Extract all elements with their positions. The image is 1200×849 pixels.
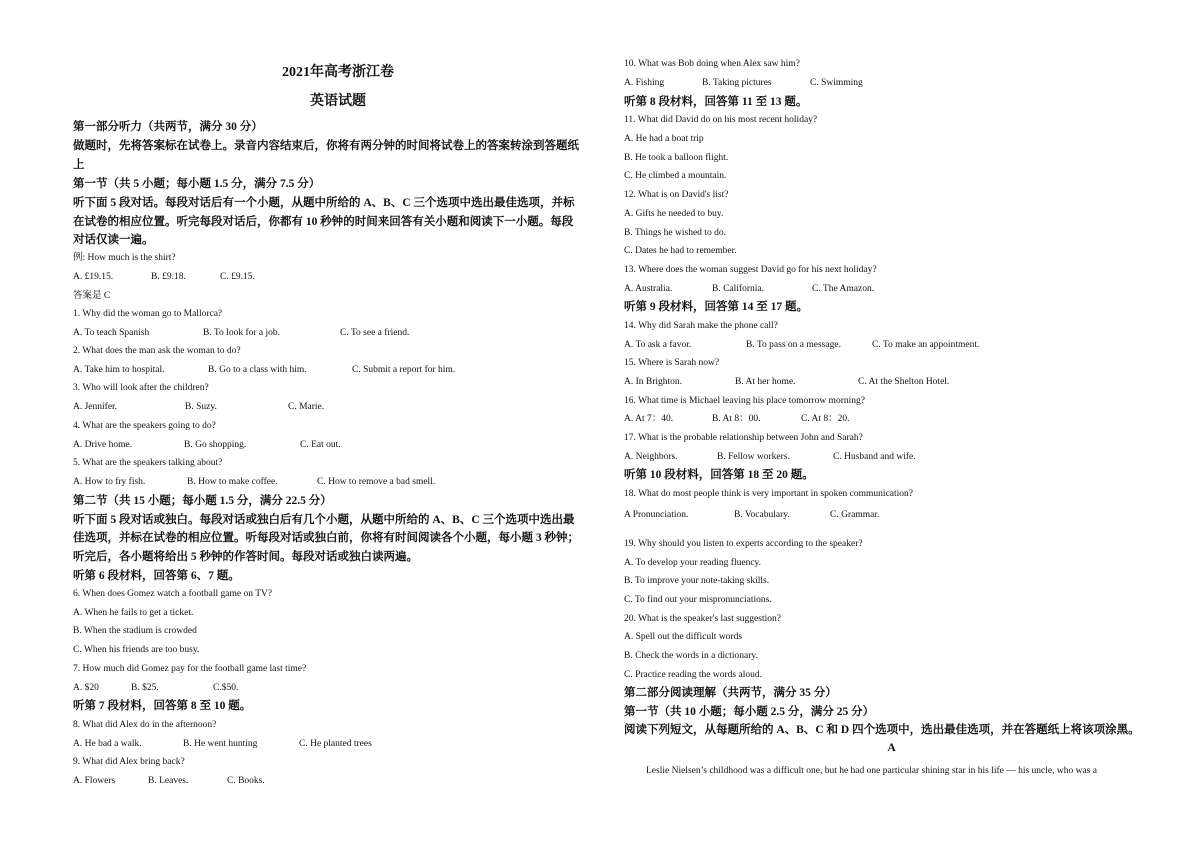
option-c: C. Marie.	[288, 402, 325, 412]
question-line: 12. What is on David's list?	[624, 190, 729, 200]
section-heading: 在试卷的相应位置。听完每段对话后，你都有 10 秒钟的时间来回答有关小题和阅读下一小题。每段	[73, 216, 574, 228]
option-a: A. In Brighton.	[624, 377, 683, 387]
question-line: 答案是 C	[73, 291, 111, 301]
option-a: A. £19.15.	[73, 272, 114, 282]
option-b: B. Vocabulary.	[734, 510, 790, 520]
option-a: A. He bad a walk.	[73, 739, 142, 749]
option-a: A. At 7：40.	[624, 414, 674, 424]
question-line: 2. What does the man ask the woman to do?	[73, 346, 241, 356]
option-c: C.$50.	[213, 683, 239, 693]
option-c: C. To see a friend.	[340, 328, 410, 338]
question-line: 9. What did Alex bring back?	[73, 757, 185, 767]
section-heading: 听第 6 段材料，回答第 6、7 题。	[73, 570, 240, 582]
question-line: 17. What is the probable relationship between John and Sarah?	[624, 433, 863, 443]
passage-label: A	[887, 742, 896, 754]
option-c: C. The Amazon.	[812, 284, 875, 294]
option-c: C. At the Shelton Hotel.	[858, 377, 950, 387]
question-line: 11. What did David do on his most recent holiday?	[624, 115, 818, 125]
section-heading: 做题时，先将答案标在试卷上。录音内容结束后，你将有两分钟的时间将试卷上的答案转涂到答题纸	[73, 140, 579, 152]
question-line: 5. What are the speakers talking about?	[73, 458, 223, 468]
question-line: 20. What is the speaker's last suggestion?	[624, 614, 781, 624]
option-b: B. Suzy.	[185, 402, 217, 412]
passage-text: Leslie Nielsen’s childhood was a difficult one, but he had one particular shining star in his life — his uncle, who was a	[646, 766, 1097, 776]
option-b: B. To look for a job.	[203, 328, 281, 338]
question-line: A. Gifts he needed to buy.	[624, 209, 724, 219]
question-line: 14. Why did Sarah make the phone call?	[624, 321, 778, 331]
section-heading: 听第 7 段材料，回答第 8 至 10 题。	[73, 700, 252, 712]
option-c: C. Books.	[227, 776, 265, 786]
option-a: A. How to fry fish.	[73, 477, 146, 487]
question-line: 10. What was Bob doing when Alex saw him?	[624, 59, 800, 69]
section-heading: 第二节（共 15 小题；每小题 1.5 分，满分 22.5 分）	[73, 495, 332, 507]
option-a: A. Drive home.	[73, 440, 133, 450]
section-heading: 听下面 5 段对话。每段对话后有一个小题，从题中所给的 A、B、C 三个选项中选出最佳选项，并标	[73, 197, 575, 209]
option-a: A. Take him to hospital.	[73, 365, 165, 375]
option-c: C. Grammar.	[830, 510, 880, 520]
question-line: 8. What did Alex do in the afternoon?	[73, 720, 217, 730]
option-a: A. Jennifer.	[73, 402, 118, 412]
option-c: C. Submit a report for him.	[352, 365, 456, 375]
question-line: B. He took a balloon flight.	[624, 153, 729, 163]
option-b: B. $25.	[131, 683, 159, 693]
option-a: A. Neighbors.	[624, 452, 678, 462]
question-line: B. Things he wished to do.	[624, 228, 726, 238]
option-c: C. Husband and wife.	[833, 452, 916, 462]
option-a: A. To ask a favor.	[624, 340, 692, 350]
option-b: B. Go shopping.	[184, 440, 247, 450]
question-line: A. Spell out the difficult words	[624, 632, 743, 642]
question-line: C. Practice reading the words aloud.	[624, 670, 762, 680]
option-a: A. Flowers	[73, 776, 116, 786]
question-line: 6. When does Gomez watch a football game on TV?	[73, 589, 273, 599]
question-line: 18. What do most people think is very important in spoken communication?	[624, 489, 913, 499]
option-b: B. To pass on a message.	[746, 340, 841, 350]
option-b: B. Taking pictures	[702, 78, 772, 88]
option-c: C. How to remove a bad smell.	[317, 477, 436, 487]
option-a: A. Fishing	[624, 78, 665, 88]
section-heading: 听第 8 段材料，回答第 11 至 13 题。	[624, 96, 808, 108]
question-line: 19. Why should you listen to experts according to the speaker?	[624, 539, 863, 549]
option-b: B. He went hunting	[183, 739, 258, 749]
option-c: C. He planted trees	[299, 739, 372, 749]
page-subtitle: 英语试题	[310, 94, 366, 109]
section-heading: 上	[73, 159, 85, 171]
option-b: B. At 8：00.	[712, 414, 761, 424]
question-line: 13. Where does the woman suggest David go for his next holiday?	[624, 265, 877, 275]
question-line: 15. Where is Sarah now?	[624, 358, 720, 368]
section-heading: 听第 9 段材料，回答第 14 至 17 题。	[624, 301, 808, 313]
question-line: C. Dates he had to remember.	[624, 246, 737, 256]
page-title: 2021年高考浙江卷	[282, 65, 394, 80]
section-heading: 第一节（共 5 小题；每小题 1.5 分，满分 7.5 分）	[73, 178, 321, 190]
section-heading: 听下面 5 段对话或独白。每段对话或独白后有几个小题，从题中所给的 A、B、C 三个选项中选出最	[73, 514, 575, 526]
section-heading: 第二部分阅读理解（共两节，满分 35 分）	[624, 687, 837, 699]
option-b: B. Leaves.	[148, 776, 189, 786]
question-line: B. To improve your note-taking skills.	[624, 576, 770, 586]
section-heading: 第一部分听力（共两节，满分 30 分）	[73, 121, 263, 133]
question-line: 7. How much did Gomez pay for the football game last time?	[73, 664, 307, 674]
section-heading: 第一节（共 10 小题；每小题 2.5 分，满分 25 分）	[624, 706, 875, 718]
question-line: B. When the stadium is crowded	[73, 626, 197, 636]
question-line: B. Check the words in a dictionary.	[624, 651, 758, 661]
option-a: A. $20	[73, 683, 99, 693]
question-line: A. He had a boat trip	[624, 134, 704, 144]
question-line: 3. Who will look after the children?	[73, 383, 209, 393]
option-a: A. To teach Spanish	[73, 328, 150, 338]
option-b: B. £9.18.	[151, 272, 186, 282]
option-c: C. To make an appointment.	[872, 340, 980, 350]
option-a: A Pronunciation.	[624, 510, 689, 520]
question-line: 16. What time is Michael leaving his place tomorrow morning?	[624, 396, 865, 406]
question-line: C. To find out your mispronunciations.	[624, 595, 772, 605]
question-line: C. He climbed a mountain.	[624, 171, 727, 181]
question-line: C. When his friends are too busy.	[73, 645, 200, 655]
option-c: C. £9.15.	[220, 272, 255, 282]
section-heading: 佳选项，并标在试卷的相应位置。听每段对话或独白前，你将有时间阅读各个小题，每小题 3 秒钟；	[73, 532, 579, 544]
question-line: A. When he fails to get a ticket.	[73, 608, 194, 618]
section-heading: 阅读下列短文，从每题所给的 A、B、C 和 D 四个选项中，选出最佳选项，并在答题纸上将该项涂黑。	[624, 724, 1140, 736]
option-b: B. Go to a class with him.	[208, 365, 307, 375]
option-b: B. At her home.	[735, 377, 796, 387]
option-a: A. Australia.	[624, 284, 673, 294]
section-heading: 对话仅读一遍。	[73, 234, 154, 246]
option-b: B. Fellow workers.	[717, 452, 790, 462]
option-c: C. Eat out.	[300, 440, 341, 450]
question-line: A. To develop your reading fluency.	[624, 558, 762, 568]
option-b: B. How to make coffee.	[187, 477, 278, 487]
option-b: B. California.	[712, 284, 764, 294]
option-c: C. Swimming	[810, 78, 863, 88]
option-c: C. At 8：20.	[801, 414, 850, 424]
question-line: 1. Why did the woman go to Mallorca?	[73, 309, 223, 319]
section-heading: 听完后，各小题将给出 5 秒钟的作答时间。每段对话或独白读两遍。	[73, 551, 418, 563]
section-heading: 听第 10 段材料，回答第 18 至 20 题。	[624, 469, 814, 481]
question-line: 4. What are the speakers going to do?	[73, 421, 216, 431]
question-line: 例: How much is the shirt?	[73, 253, 176, 263]
